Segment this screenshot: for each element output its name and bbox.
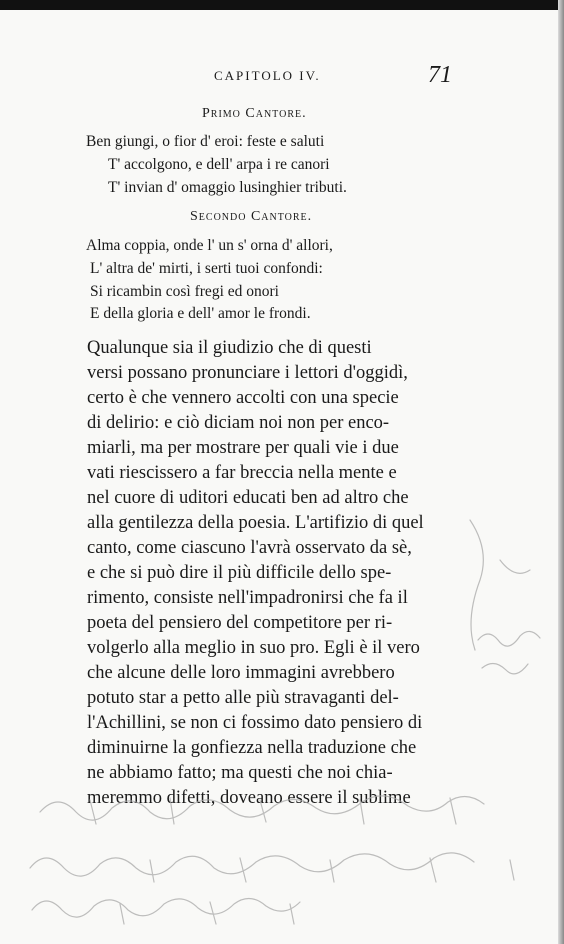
page-top-border: [0, 0, 564, 10]
prose-line: e che si può dire il più difficile dello spe-: [87, 563, 392, 583]
verse-line: E della gloria e dell' amor le frondi.: [90, 305, 311, 322]
prose-line: rimento, consiste nell'impadronirsi che fa il: [87, 588, 408, 608]
prose-line: potuto star a petto alle più stravaganti del-: [87, 688, 399, 708]
prose-line: volgerlo alla meglio in suo pro. Egli è il vero: [87, 638, 420, 658]
prose-line: versi possano pronunciare i lettori d'oggidì,: [87, 363, 408, 383]
prose-line: poeta del pensiero del competitore per ri-: [87, 613, 393, 633]
prose-line: certo è che vennero accolti con una specie: [87, 388, 399, 408]
verse-line: Alma coppia, onde l' un s' orna d' allori,: [86, 237, 333, 254]
prose-line: ne abbiamo fatto; ma questi che noi chia-: [87, 763, 393, 783]
verse-line: T' invian d' omaggio lusinghier tributi.: [108, 179, 347, 196]
verse-line: Si ricambin così fregi ed onori: [90, 283, 279, 300]
prose-line: alla gentilezza della poesia. L'artifizio di quel: [87, 513, 424, 533]
page-edge: [558, 0, 564, 944]
prose-line: l'Achillini, se non ci fossimo dato pensiero di: [87, 713, 423, 733]
prose-line: di delirio: e ciò diciam noi non per enco-: [87, 413, 390, 433]
verse-line: Ben giungi, o fior d' eroi: feste e saluti: [86, 133, 325, 150]
prose-line: Qualunque sia il giudizio che di questi: [87, 338, 372, 358]
prose-line: meremmo difetti, doveano essere il sublime: [87, 788, 411, 808]
page-number: 71: [428, 62, 452, 88]
prose-line: canto, come ciascuno l'avrà osservato da sè,: [87, 538, 412, 558]
running-head: CAPITOLO IV.: [214, 68, 321, 83]
prose-line: vati riescissero a far breccia nella mente e: [87, 463, 397, 483]
prose-line: che alcune delle loro immagini avrebbero: [87, 663, 395, 683]
prose-line: miarli, ma per mostrare per quali vie i due: [87, 438, 399, 458]
prose-line: diminuirne la gonfiezza nella traduzione che: [87, 738, 417, 758]
speaker-heading: Primo Cantore.: [202, 106, 307, 121]
verse-line: L' altra de' mirti, i serti tuoi confondi:: [90, 260, 323, 277]
verse-line: T' accolgono, e dell' arpa i re canori: [108, 156, 330, 173]
prose-line: nel cuore di uditori educati ben ad altro che: [87, 488, 409, 508]
speaker-heading: Secondo Cantore.: [190, 209, 313, 224]
